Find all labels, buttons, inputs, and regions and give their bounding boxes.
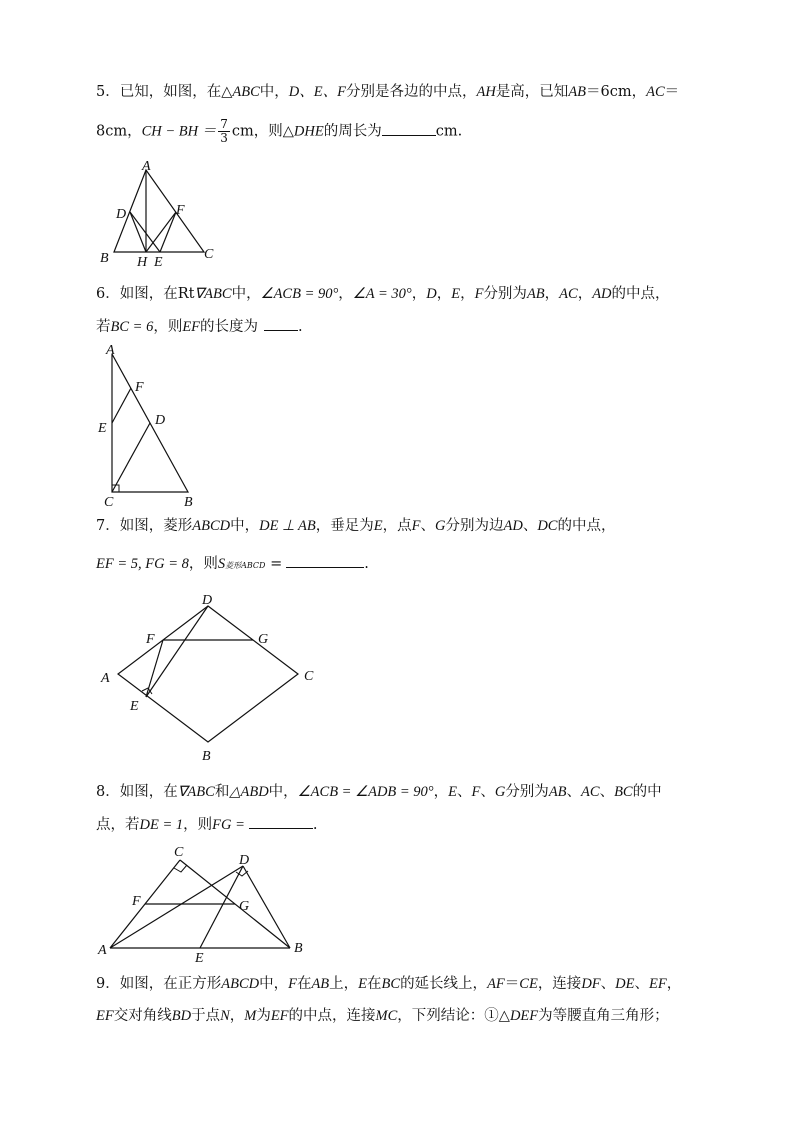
q5-label-C: C (204, 247, 214, 262)
q7-line1: 7．如图，菱形ABCD中，DE ⊥ AB，垂足为E，点F、G分别为边AD、DC的中点， (96, 518, 616, 534)
q8-figure (96, 842, 316, 967)
q6-label-D: D (155, 413, 166, 428)
q8-label-C: C (174, 845, 184, 860)
q8-label-D: D (239, 853, 250, 868)
q7-label-F: F (146, 632, 155, 647)
q5-label-E: E (154, 255, 163, 270)
q7-figure (96, 588, 336, 768)
q8-label-A: A (98, 943, 107, 958)
q6-line2: 若BC = 6，则EF的长度为 . (96, 316, 303, 337)
answer-blank-q5 (382, 121, 436, 136)
q5-label-A: A (142, 159, 151, 174)
q8-label-E: E (195, 951, 204, 966)
q9-line2: EF交对角线BD于点N，M为EF的中点，连接MC，下列结论：①△DEF为等腰直角三角形； (96, 1008, 669, 1024)
q7-label-G: G (258, 632, 269, 647)
answer-blank-q8 (249, 814, 313, 829)
q8-label-B: B (294, 941, 303, 956)
q6-figure (96, 342, 206, 510)
q5-label-F: F (176, 203, 185, 218)
q9-line1: 9．如图，在正方形ABCD中，F在AB上，E在BC的延长线上，AF＝CE，连接DF、DE、EF， (96, 976, 682, 992)
q6-label-A: A (106, 343, 115, 358)
q7-label-D: D (202, 593, 213, 608)
q5-line1: 5．已知，如图，在△ABC中，D、E、F分别是各边的中点，AH是高，已知AB＝6cm，AC＝ (96, 84, 680, 100)
answer-blank-q6 (264, 316, 298, 331)
fraction-7-3: $\frac{7}{3}$ (220, 117, 228, 145)
q6-line1: 6．如图，在Rt∇ABC中，∠ACB = 90°，∠A = 30°，D，E，F分别为AB，AC，AD的中点， (96, 286, 670, 302)
q5-figure (96, 158, 226, 268)
q7-label-E: E (130, 699, 139, 714)
q5-label-D: D (116, 207, 127, 222)
q7-label-B: B (202, 749, 211, 764)
q8-label-F: F (132, 894, 141, 909)
q5-label-H: H (137, 255, 148, 270)
q7-label-A: A (101, 671, 110, 686)
q6-label-E: E (98, 421, 107, 436)
q5-label-B: B (100, 251, 109, 266)
q5-line2: 8cm，CH − BH ＝ $\frac{7}{3}$ cm，则△DHE的周长为 cm. (96, 117, 463, 145)
q6-label-C: C (104, 495, 114, 510)
q7-line2: EF = 5, FG = 8，则S菱形ABCD = . (96, 553, 369, 576)
q8-line2: 点，若DE = 1，则FG = . (96, 814, 317, 835)
q6-label-F: F (135, 380, 144, 395)
q8-line1: 8．如图，在∇ABC和△ABD中，∠ACB = ∠ADB = 90°，E、F、G分别为AB、AC、BC的中 (96, 784, 662, 800)
q7-label-C: C (304, 669, 314, 684)
q8-label-G: G (239, 899, 250, 914)
q6-label-B: B (184, 495, 193, 510)
answer-blank-q7 (286, 553, 364, 568)
